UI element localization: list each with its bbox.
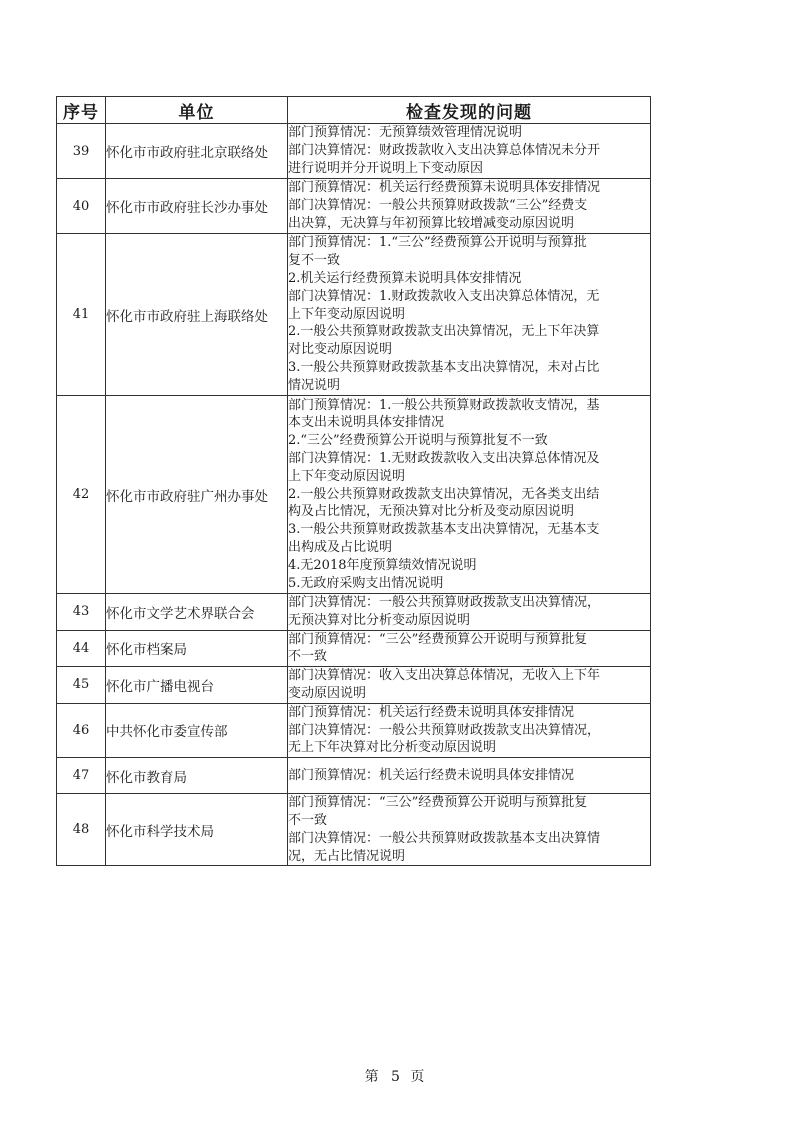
row-issues: [288, 396, 651, 594]
header-issues: 检查发现的问题: [288, 97, 651, 124]
table-row: [57, 667, 651, 704]
issue-line: 部门决算情况：收入支出决算总体情况，无收入上下年: [288, 668, 601, 684]
header-row: [57, 97, 651, 124]
issue-line: 出构成及占比说明: [288, 539, 393, 555]
row-seq-number: 44: [57, 630, 106, 667]
row-unit-name: 怀化市档案局: [106, 630, 288, 667]
row-unit-name: 中共怀化市委宣传部: [106, 703, 288, 757]
issue-line: 部门决算情况：1.财政拨款收入支出决算总体情况，无: [288, 288, 600, 304]
table-row: [57, 758, 651, 794]
issue-line: 不一致: [288, 649, 328, 665]
row-issues: [288, 758, 651, 794]
issue-line: 上下年变动原因说明: [288, 306, 406, 322]
row-unit-name: 怀化市教育局: [106, 758, 288, 794]
row-unit-name: 怀化市文学艺术界联合会: [106, 594, 288, 631]
issue-line: 部门预算情况：1.一般公共预算财政拨款收支情况，基: [288, 397, 600, 413]
row-issues: [288, 594, 651, 631]
row-seq-number: 48: [57, 794, 106, 866]
table-row: [57, 703, 651, 757]
page-number: 5: [391, 1069, 402, 1085]
row-seq-number: 43: [57, 594, 106, 631]
row-unit-name: 怀化市市政府驻北京联络处: [106, 124, 288, 179]
table-body: [57, 124, 651, 866]
issue-line: 出决算，无决算与年初预算比较增减变动原因说明: [288, 215, 575, 231]
issue-line: 3.一般公共预算财政拨款基本支出决算情况，无基本支: [288, 522, 600, 538]
row-issues: [288, 630, 651, 667]
table-row: [57, 594, 651, 631]
row-unit-name: 怀化市科学技术局: [106, 794, 288, 866]
row-issues: [288, 794, 651, 866]
table-row: [57, 794, 651, 866]
row-unit-name: 怀化市市政府驻广州办事处: [106, 396, 288, 594]
row-seq-number: 42: [57, 396, 106, 594]
row-issues: [288, 703, 651, 757]
row-unit-name: 怀化市市政府驻长沙办事处: [106, 179, 288, 234]
row-seq-number: 45: [57, 667, 106, 704]
row-issues: [288, 124, 651, 179]
issue-line: 2.“三公”经费预算公开说明与预算批复不一致: [288, 433, 548, 449]
issue-line: 部门预算情况：“三公”经费预算公开说明与预算批复: [288, 631, 588, 647]
issue-line: 进行说明并分开说明上下变动原因: [288, 160, 484, 176]
row-unit-name: 怀化市市政府驻上海联络处: [106, 234, 288, 396]
header-unit: 单位: [106, 97, 288, 124]
table-row: [57, 234, 651, 396]
header-seq: 序号: [57, 97, 106, 124]
issue-line: 情况说明: [288, 377, 341, 393]
issue-line: 5.无政府采购支出情况说明: [288, 575, 444, 591]
row-seq-number: 41: [57, 234, 106, 396]
issue-line: 2.一般公共预算财政拨款支出决算情况，无上下年决算: [288, 324, 600, 340]
row-seq-number: 39: [57, 124, 106, 179]
issue-line: 无上下年决算对比分析变动原因说明: [288, 740, 497, 756]
row-seq-number: 40: [57, 179, 106, 234]
issue-line: 部门预算情况：机关运行经费未说明具体安排情况: [288, 767, 575, 783]
row-unit-name: 怀化市广播电视台: [106, 667, 288, 704]
table-header: [57, 97, 651, 124]
issue-line: 构及占比情况，无预决算对比分析及变动原因说明: [288, 504, 575, 520]
issue-line: 无预决算对比分析变动原因说明: [288, 612, 471, 628]
table-row: [57, 179, 651, 234]
issue-line: 部门决算情况：一般公共预算财政拨款支出决算情况，: [288, 722, 601, 738]
row-issues: [288, 179, 651, 234]
page-footer: [0, 1066, 793, 1086]
row-issues: [288, 667, 651, 704]
issue-line: 对比变动原因说明: [288, 342, 393, 358]
issue-line: 部门预算情况：机关运行经费未说明具体安排情况: [288, 704, 575, 720]
issue-line: 部门预算情况：无预算绩效管理情况说明: [288, 125, 523, 141]
issue-line: 部门决算情况：财政拨款收入支出决算总体情况未分开: [288, 143, 601, 159]
issue-line: 复不一致: [288, 253, 341, 269]
issue-line: 4.无2018年度预算绩效情况说明: [288, 557, 477, 573]
table-row: [57, 396, 651, 594]
row-seq-number: 46: [57, 703, 106, 757]
row-issues: [288, 234, 651, 396]
table-row: [57, 630, 651, 667]
issue-line: 3.一般公共预算财政拨款基本支出决算情况，未对占比: [288, 359, 600, 375]
issue-line: 2.一般公共预算财政拨款支出决算情况，无各类支出结: [288, 486, 600, 502]
footer-prefix: 第: [364, 1069, 383, 1085]
issue-line: 不一致: [288, 812, 328, 828]
footer-suffix: 页: [410, 1069, 429, 1085]
issue-line: 部门决算情况：一般公共预算财政拨款“三公”经费支: [288, 198, 588, 214]
issue-line: 部门预算情况：1.“三公”经费预算公开说明与预算批: [288, 235, 587, 251]
issue-line: 上下年变动原因说明: [288, 468, 406, 484]
issues-table: [56, 96, 651, 866]
issue-line: 部门预算情况：“三公”经费预算公开说明与预算批复: [288, 795, 588, 811]
table-row: [57, 124, 651, 179]
row-seq-number: 47: [57, 758, 106, 794]
issue-line: 本支出未说明具体安排情况: [288, 415, 445, 431]
issue-line: 2.机关运行经费预算未说明具体安排情况: [288, 271, 522, 286]
issue-line: 况，无占比情况说明: [288, 848, 406, 864]
issue-line: 变动原因说明: [288, 685, 367, 701]
issue-line: 部门决算情况：一般公共预算财政拨款支出决算情况，: [288, 595, 601, 610]
issue-line: 部门决算情况：1.无财政拨款收入支出决算总体情况及: [288, 451, 600, 466]
issue-line: 部门决算情况：一般公共预算财政拨款基本支出决算情: [288, 830, 601, 846]
issue-line: 部门预算情况：机关运行经费预算未说明具体安排情况: [288, 180, 601, 196]
